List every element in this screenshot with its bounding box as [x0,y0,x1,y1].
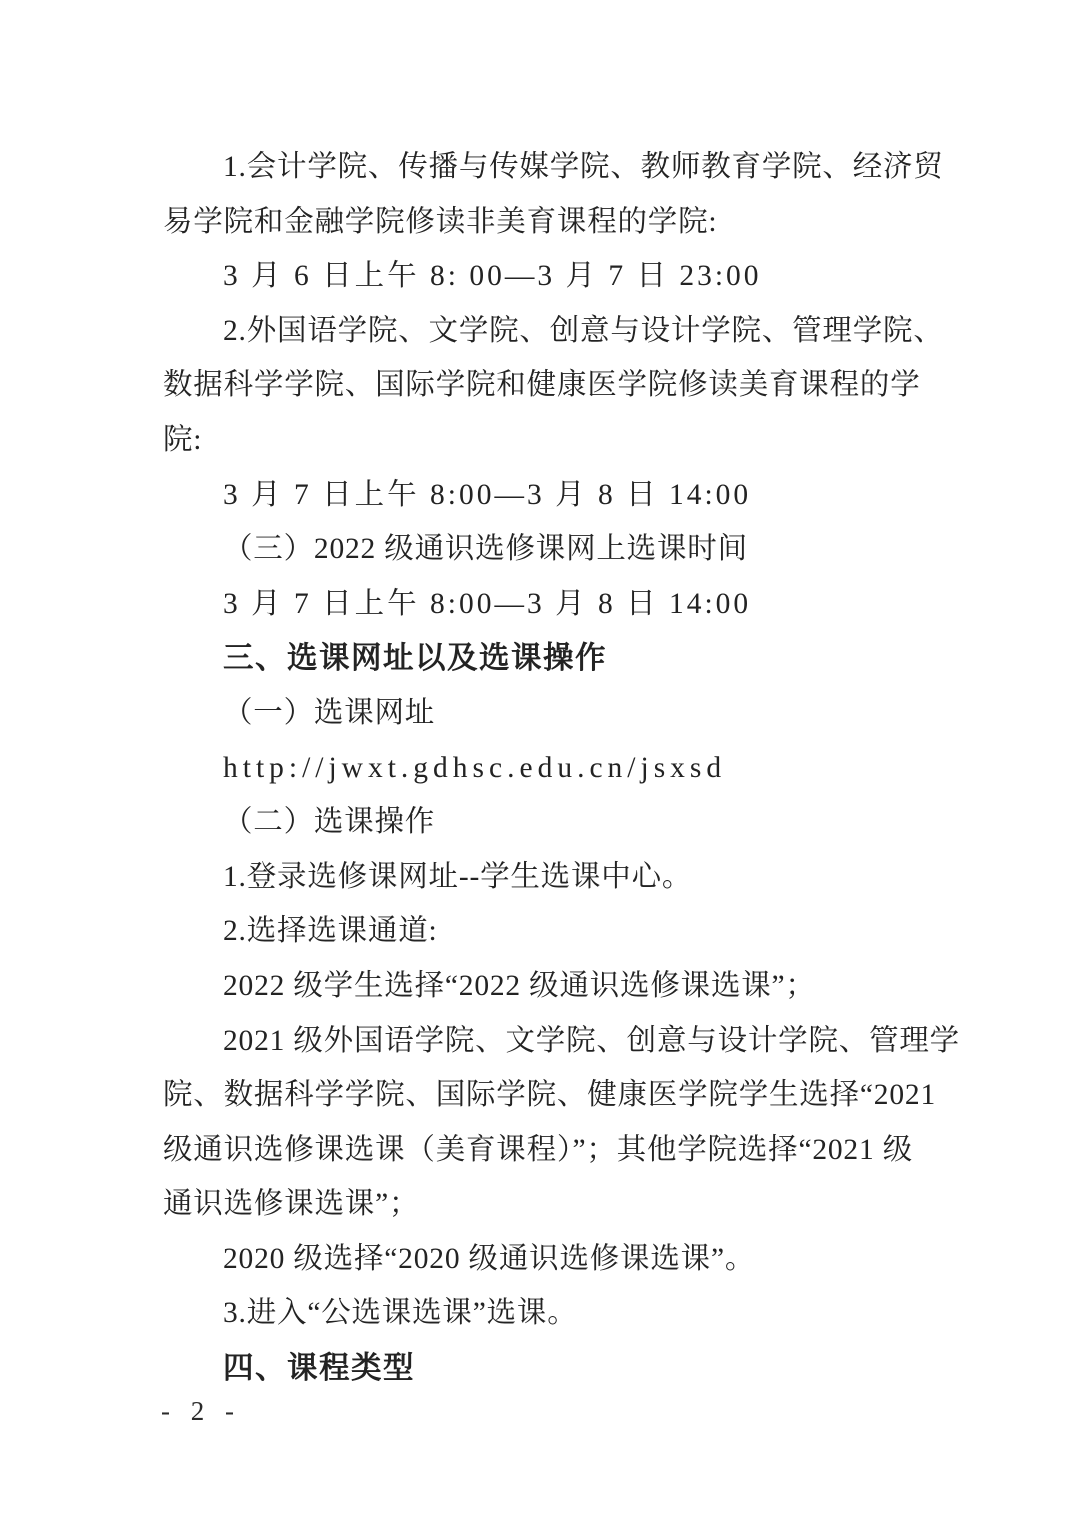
doc-line-colleges-aesthetic-cont-2: 院: [163,423,203,456]
document-body [163,140,960,1396]
doc-line-time-window-1: 3 月 6 日上午 8: 00—3 月 7 日 23:00 [223,260,762,293]
doc-line-grade-2021-channel-cont-2: 级通识选修课选课（美育课程）”；其他学院选择“2021 级 [163,1133,914,1166]
section-heading-4: 四、课程类型 [223,1351,415,1386]
doc-line-colleges-aesthetic: 2.外国语学院、文学院、创意与设计学院、管理学院、 [223,314,944,347]
doc-line-subsection-operation-title: （二）选课操作 [223,806,436,839]
doc-line-time-window-3: 3 月 7 日上午 8:00—3 月 8 日 14:00 [223,587,752,620]
doc-line-subsection-url-title: （一）选课网址 [223,696,436,729]
doc-line-grade-2022-channel: 2022 级学生选择“2022 级通识选修课选课”； [223,969,816,1002]
doc-line-grade-2020-channel: 2020 级选择“2020 级通识选修课选课”。 [223,1242,756,1275]
doc-line-grade-2021-channel: 2021 级外国语学院、文学院、创意与设计学院、管理学 [223,1024,960,1057]
section-heading-3: 三、选课网址以及选课操作 [223,641,607,676]
doc-line-colleges-aesthetic-cont-1: 数据科学学院、国际学院和健康医学院修读美育课程的学 [163,369,921,402]
doc-line-step-3-enter: 3.进入“公选课选课”选课。 [223,1297,578,1330]
doc-line-grade-2021-channel-cont-3: 通识选修课选课”； [163,1188,420,1221]
course-selection-url: http://jwxt.gdhsc.edu.cn/jsxsd [223,751,727,784]
doc-line-step-1-login: 1.登录选修课网址--学生选课中心。 [223,860,693,893]
doc-line-grade-2021-channel-cont-1: 院、数据科学学院、国际学院、健康医学院学生选择“2021 [163,1079,936,1112]
doc-line-colleges-non-aesthetic-cont: 易学院和金融学院修读非美育课程的学院: [163,205,718,238]
page-number: - 2 - [161,1396,241,1426]
doc-line-step-2-channel: 2.选择选课通道: [223,915,438,948]
doc-line-subsection-3-title: （三）2022 级通识选修课网上选课时间 [223,533,748,566]
doc-line-colleges-non-aesthetic: 1.会计学院、传播与传媒学院、教师教育学院、经济贸 [223,151,944,183]
doc-line-time-window-2: 3 月 7 日上午 8:00—3 月 8 日 14:00 [223,478,752,511]
